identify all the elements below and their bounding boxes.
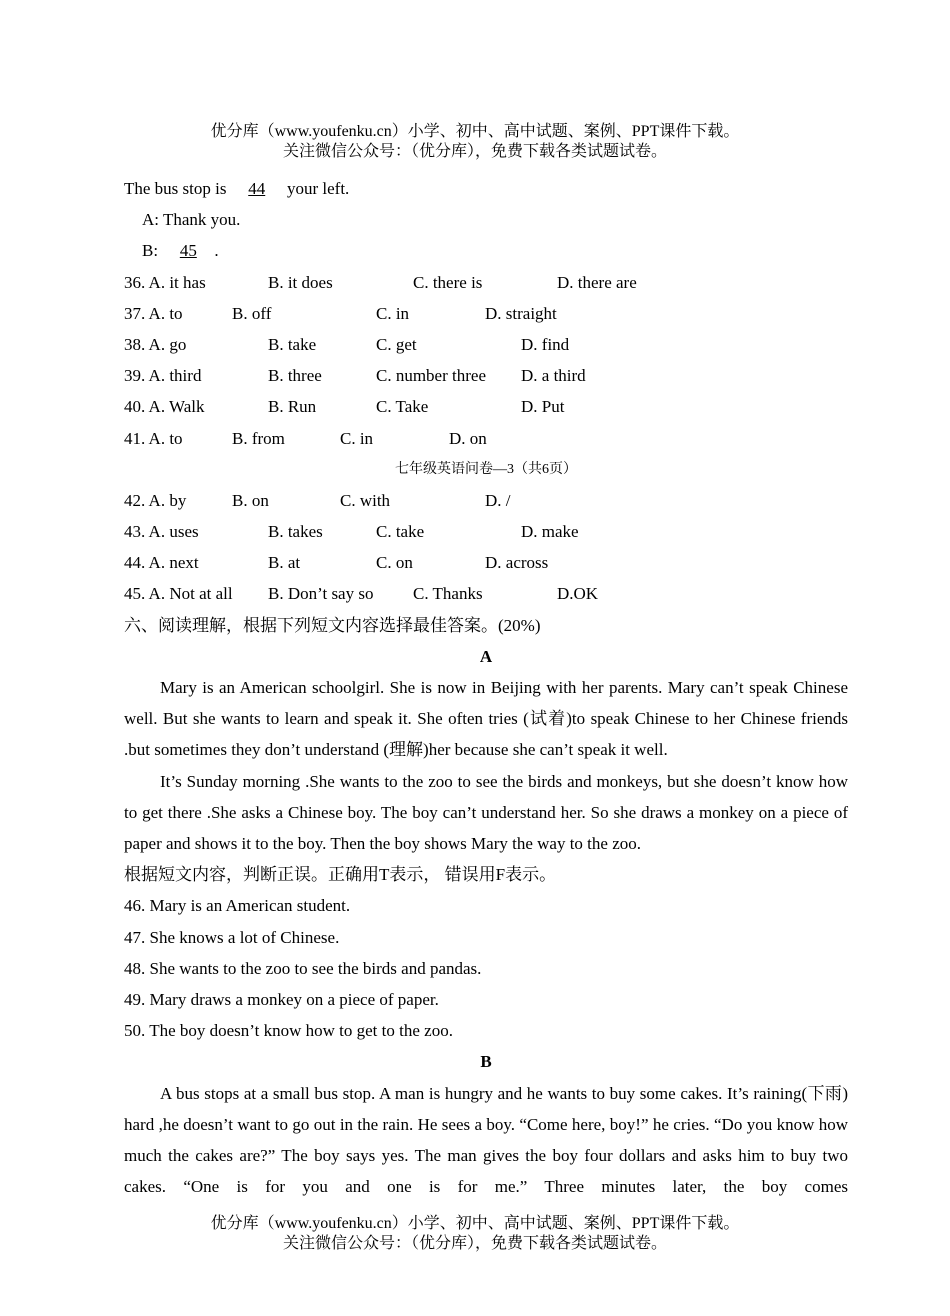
option-c: C. number three [376, 366, 486, 386]
passage-b-paragraph-1: A bus stops at a small bus stop. A man is hungry and he wants to buy some cakes. It’s raining(下雨) hard ,he doesn’t want to go out in the rain. He sees a boy. “Come here, boy!” he cries. “Do you know how much the cakes are?” The boy says yes. The man gives the boy four dollars and asks him to buy two cakes. “One is for you and one is for me.” Three minutes later, the boy comes [124, 1083, 848, 1197]
option-c: C. on [376, 553, 413, 573]
option-c: C. in [376, 303, 410, 323]
dialogue-text: your left. [282, 179, 350, 198]
option-b: B. take [268, 334, 317, 354]
statement-46: 46. Mary is an American student. [124, 896, 351, 916]
option-b: B. three [268, 366, 322, 386]
option-c: C. with [340, 490, 391, 510]
option-d: D. find [521, 334, 570, 354]
dialogue-a-line: A: Thank you. [142, 210, 241, 230]
option-d: D. straight [485, 303, 557, 323]
option-d: D. a third [521, 366, 586, 386]
blank-44: 44 [248, 179, 266, 198]
option-row-38 [124, 329, 848, 360]
option-d: D. there are [557, 272, 637, 292]
passage-b-label: B [480, 1052, 492, 1072]
page-header-bottom [0, 1214, 950, 1254]
option-a: 36. A. it has [124, 272, 206, 292]
option-a: 45. A. Not at all [124, 584, 233, 604]
option-a: 38. A. go [124, 334, 187, 354]
option-a: 44. A. next [124, 553, 199, 573]
option-row-44 [124, 547, 848, 578]
option-b: B. from [232, 428, 285, 448]
option-a: 42. A. by [124, 490, 187, 510]
section-six-title: 六、阅读理解，根据下列短文内容选择最佳答案。(20%) [124, 615, 541, 635]
option-b: B. Don’t say so [268, 584, 374, 604]
option-a: 40. A. Walk [124, 397, 205, 417]
option-b: B. at [268, 553, 301, 573]
dialogue-text: . [214, 241, 219, 261]
dialogue-line-44 [124, 173, 848, 204]
option-row-39 [124, 360, 848, 391]
option-a: 43. A. uses [124, 522, 199, 542]
statement-48: 48. She wants to the zoo to see the birds and pandas. [124, 958, 482, 978]
option-c: C. take [376, 522, 425, 542]
option-a: 39. A. third [124, 366, 202, 386]
page-footer-note: 七年级英语问卷—3（共6页） [395, 461, 577, 477]
option-d: D. Put [521, 397, 565, 417]
statement-49: 49. Mary draws a monkey on a piece of paper. [124, 989, 439, 1009]
option-row-42 [124, 485, 848, 516]
option-a: 37. A. to [124, 303, 183, 323]
option-c: C. Take [376, 397, 429, 417]
option-b: B. it does [268, 272, 333, 292]
option-b: B. on [232, 490, 269, 510]
option-row-43 [124, 516, 848, 547]
option-d: D. on [449, 428, 487, 448]
passage-a-paragraph-2: It’s Sunday morning .She wants to the zoo to see the birds and monkeys, but she doesn’t know how to get there .She asks a Chinese boy. The boy can’t understand her. So she draws a monkey on a piece of paper and shows it to the boy. Then the boy shows Mary the way to the zoo. [124, 771, 848, 854]
option-row-36 [124, 267, 848, 298]
option-b: B. Run [268, 397, 317, 417]
option-c: C. there is [413, 272, 483, 292]
option-b: B. off [232, 303, 272, 323]
option-d: D.OK [557, 584, 599, 604]
passage-a-label: A [479, 646, 493, 666]
option-d: D. / [485, 490, 511, 510]
dialogue-b-line [124, 235, 848, 266]
header-line-1: 优分库（www.youfenku.cn）小学、初中、高中试题、案例、PPT课件下载。 [210, 123, 740, 140]
header-line-2: 关注微信公众号：（优分库），免费下载各类试题试卷。 [282, 143, 667, 160]
exam-content [124, 173, 848, 1202]
dialogue-text: The bus stop is [124, 179, 231, 198]
option-row-41 [124, 423, 848, 454]
footer-line-2: 关注微信公众号：（优分库），免费下载各类试题试卷。 [282, 1235, 667, 1252]
dialogue-text: B: [142, 241, 163, 261]
true-false-instruction: 根据短文内容，判断正误。正确用T表示， 错误用F表示。 [124, 865, 557, 885]
option-row-37 [124, 298, 848, 329]
blank-45: 45 [179, 241, 197, 261]
option-a: 41. A. to [124, 428, 183, 448]
page-header-top [0, 122, 950, 162]
option-c: C. in [340, 428, 374, 448]
statement-47: 47. She knows a lot of Chinese. [124, 927, 340, 947]
statement-50: 50. The boy doesn’t know how to get to the zoo. [124, 1021, 453, 1041]
option-row-45 [124, 578, 848, 609]
footer-line-1: 优分库（www.youfenku.cn）小学、初中、高中试题、案例、PPT课件下载。 [210, 1215, 740, 1232]
option-c: C. get [376, 334, 417, 354]
option-b: B. takes [268, 522, 323, 542]
passage-a-paragraph-1: Mary is an American schoolgirl. She is now in Beijing with her parents. Mary can’t speak Chinese well. But she wants to learn and speak it. She often tries (试着)to speak Chinese to her Chinese friends .but sometimes they don’t understand (理解)her because she can’t speak it well. [124, 678, 848, 760]
option-row-40 [124, 391, 848, 422]
option-c: C. Thanks [413, 584, 483, 604]
option-d: D. across [485, 553, 549, 573]
option-d: D. make [521, 522, 579, 542]
